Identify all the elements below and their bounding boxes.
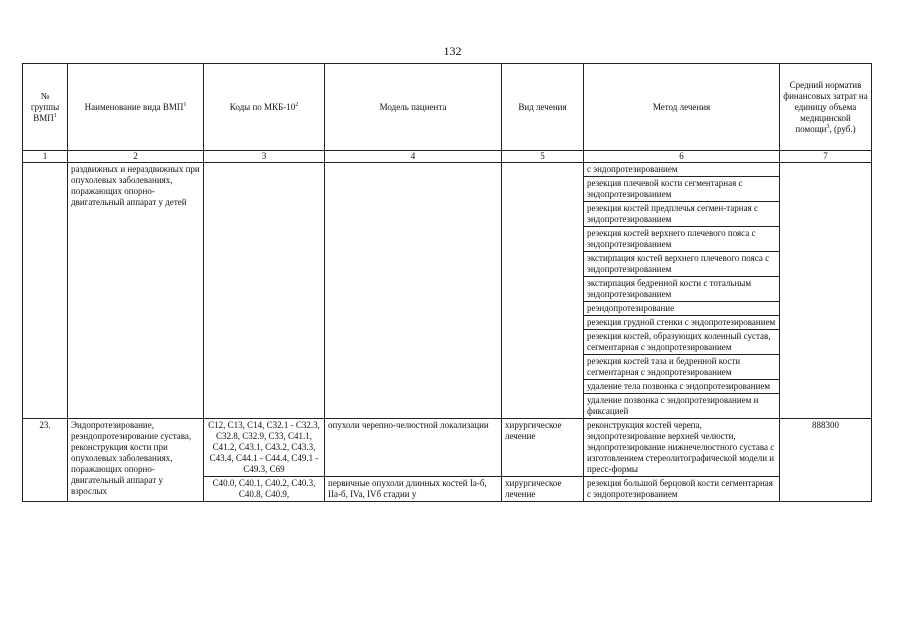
column-number-row	[23, 151, 872, 163]
cost-cell	[780, 163, 872, 419]
table-row	[23, 163, 872, 177]
header-row	[23, 64, 872, 151]
method-cell: удаление тела позвонка с эндопротезированием	[584, 380, 780, 394]
patient-model-cell: первичные опухоли длинных костей Ia-б, IIa-б, IVa, IVб стадии у	[325, 477, 502, 502]
treatment-type-cell	[502, 163, 584, 419]
method-cell: экстирпация костей верхнего плечевого пояса с эндопротезированием	[584, 252, 780, 277]
page-number: 132	[443, 44, 462, 58]
vmp-name-cell: раздвижных и нераздвижных при опухолевых заболеваниях, поражающих опорно-двигательный аппарат у детей	[68, 163, 204, 419]
method-cell: удаление позвонка с эндопротезированием и фиксацией	[584, 394, 780, 419]
table-row	[23, 419, 872, 477]
header-icd-codes: Коды по МКБ-$10^2$	[204, 64, 325, 151]
vmp-name-cell: Эндопротезирование, реэндопротезирование сустава, реконструкция кости при опухолевых заболеваниях, поражающих опорно-двигательный аппарат у взрослых	[68, 419, 204, 502]
treatment-type-cell: хирургическое лечение	[502, 477, 584, 502]
column-number: 7	[780, 151, 872, 163]
column-number: 5	[502, 151, 584, 163]
patient-model-cell	[325, 163, 502, 419]
method-cell: реэндопротезирование	[584, 302, 780, 316]
icd-codes-cell	[204, 163, 325, 419]
method-cell: резекция костей, образующих коленный сустав, сегментарная с эндопротезированием	[584, 330, 780, 355]
method-cell: с эндопротезированием	[584, 163, 780, 177]
header-patient-model: Модель пациента	[325, 64, 502, 151]
header-cost-norm: Средний норматив финансовых затрат на единицу объема медицинской помощи$^3$, (руб.)	[780, 64, 872, 151]
method-cell: резекция плечевой кости сегментарная с эндопротезированием	[584, 177, 780, 202]
method-cell: резекция большой берцовой кости сегментарная с эндопротезированием	[584, 477, 780, 502]
column-number: 6	[584, 151, 780, 163]
icd-codes-cell: C40.0, C40.1, C40.2, C40.3, C40.8, C40.9,	[204, 477, 325, 502]
method-cell: реконструкция костей черепа, эндопротезирование верхней челюсти, эндопротезирование нижнечелюстного сустава с изготовлением стереолитографической модели и пресс-формы	[584, 419, 780, 477]
column-number: 2	[68, 151, 204, 163]
group-no-cell: 23.	[23, 419, 68, 502]
column-number: 4	[325, 151, 502, 163]
method-cell: резекция костей предплечья сегмен-тарная с эндопротезированием	[584, 202, 780, 227]
column-number: 1	[23, 151, 68, 163]
header-treatment-method: Метод лечения	[584, 64, 780, 151]
method-cell: резекция костей таза и бедренной кости сегментарная с эндопротезированием	[584, 355, 780, 380]
medical-care-table	[22, 63, 872, 502]
method-cell: экстирпация бедренной кости с тотальным эндопротезированием	[584, 277, 780, 302]
patient-model-cell: опухоли черепно-челюстной локализации	[325, 419, 502, 477]
treatment-type-cell: хирургическое лечение	[502, 419, 584, 477]
header-group-no: № группы ВМП$^1$	[23, 64, 68, 151]
header-vmp-name: Наименование вида ВМП$^1$	[68, 64, 204, 151]
method-cell: резекция грудной стенки с эндопротезированием	[584, 316, 780, 330]
group-no-cell	[23, 163, 68, 419]
method-cell: резекция костей верхнего плечевого пояса с эндопротезированием	[584, 227, 780, 252]
header-treatment-type: Вид лечения	[502, 64, 584, 151]
column-number: 3	[204, 151, 325, 163]
icd-codes-cell: C12, C13, C14, C32.1 - C32.3, C32.8, C32.9, C33, C41.1, C41.2, C43.1, C43.2, C43.3, C43.4, C44.1 - C44.4, C49.1 - C49.3, C69	[204, 419, 325, 477]
cost-cell: 888300	[780, 419, 872, 502]
